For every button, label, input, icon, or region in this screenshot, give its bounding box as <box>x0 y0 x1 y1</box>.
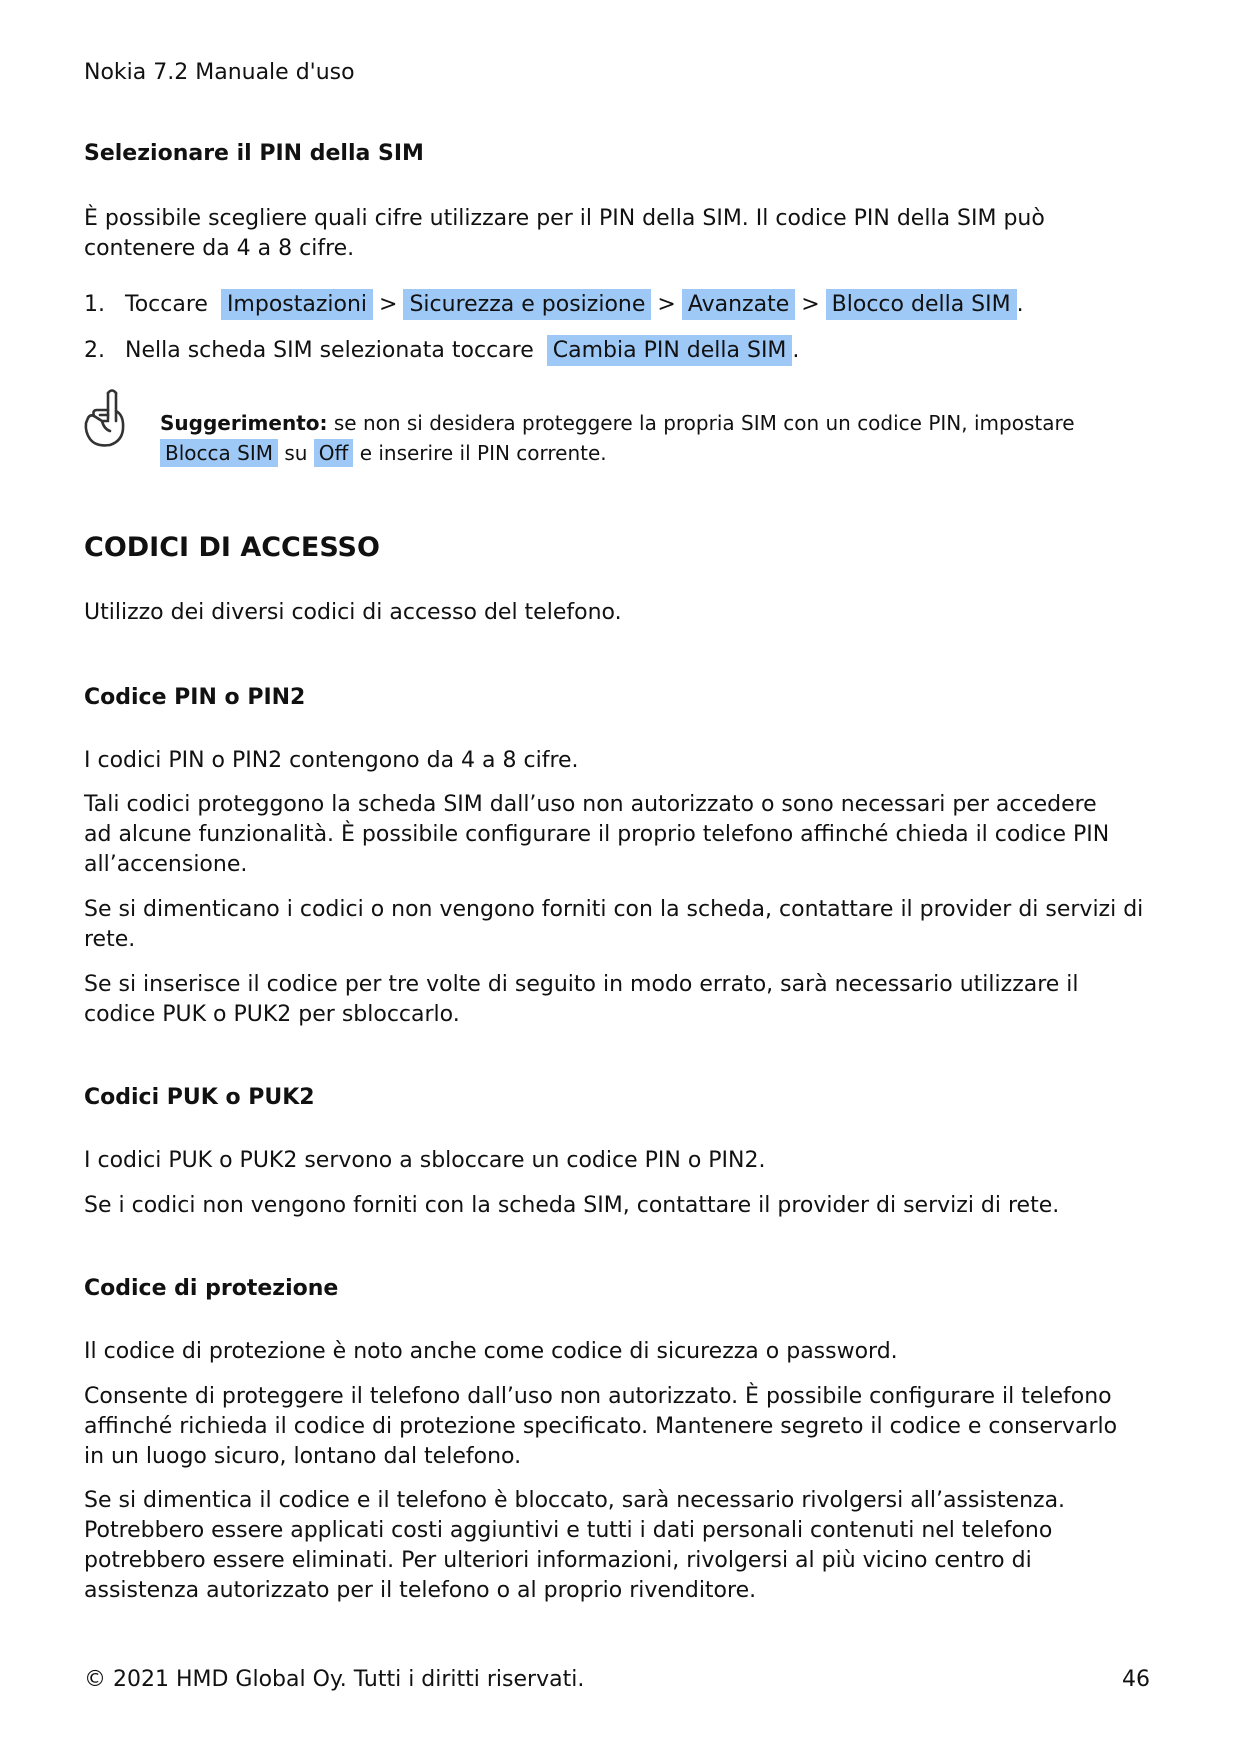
paragraph-pin-2 <box>84 790 1164 880</box>
step-suffix: . <box>792 338 800 363</box>
paragraph-pin-1: I codici PIN o PIN2 contengono da 4 a 8 cifre. <box>84 748 579 773</box>
paragraph-access-intro: Utilizzo dei diversi codici di accesso del telefono. <box>84 600 622 625</box>
document-header: Nokia 7.2 Manuale d'uso <box>84 60 355 85</box>
text-line: all’accensione. <box>84 852 248 877</box>
step-suffix: . <box>1016 292 1024 317</box>
tip-label: Suggerimento: <box>160 411 328 435</box>
paragraph-protection-1: Il codice di protezione è noto anche come codice di sicurezza o password. <box>84 1339 898 1364</box>
text-line: codice PUK o PUK2 per sbloccarlo. <box>84 1002 460 1027</box>
text-line: Potrebbero essere applicati costi aggiuntivi e tutti i dati personali contenuti nel telefono <box>84 1518 1053 1543</box>
tip-text: se non si desidera proteggere la propria SIM con un codice PIN, impostare <box>333 411 1075 435</box>
step-number: 1. <box>84 292 105 317</box>
path-separator: > <box>801 292 820 317</box>
heading-access-codes: CODICI DI ACCESSO <box>84 532 380 563</box>
step-text: Nella scheda SIM selezionata toccare <box>125 338 534 363</box>
tip-line-2 <box>160 439 1160 467</box>
text-line: contenere da 4 a 8 cifre. <box>84 236 355 261</box>
tip-text: e inserire il PIN corrente. <box>359 441 607 465</box>
paragraph-protection-3 <box>84 1486 1164 1606</box>
link-impostazioni[interactable]: Impostazioni <box>221 289 373 320</box>
tip-box <box>160 409 1160 467</box>
paragraph-protection-2 <box>84 1382 1164 1472</box>
heading-puk: Codici PUK o PUK2 <box>84 1085 315 1110</box>
text-line: Se si inserisce il codice per tre volte di seguito in modo errato, sarà necessario utilizzare il <box>84 972 1079 997</box>
text-line: potrebbero essere eliminati. Per ulteriori informazioni, rivolgersi al più vicino centro di <box>84 1548 1032 1573</box>
pointing-hand-icon <box>80 385 130 455</box>
text-line: È possibile scegliere quali cifre utilizzare per il PIN della SIM. Il codice PIN della SIM può <box>84 206 1045 231</box>
step-number: 2. <box>84 338 105 363</box>
tip-line-1 <box>160 409 1160 437</box>
step-1 <box>84 288 1024 322</box>
path-separator: > <box>657 292 676 317</box>
paragraph-pin-4 <box>84 970 1164 1030</box>
text-line: assistenza autorizzato per il telefono o al proprio rivenditore. <box>84 1578 757 1603</box>
link-avanzate[interactable]: Avanzate <box>682 289 795 320</box>
link-blocca-sim[interactable]: Blocca SIM <box>160 439 278 467</box>
link-sicurezza-posizione[interactable]: Sicurezza e posizione <box>403 289 651 320</box>
path-separator: > <box>379 292 398 317</box>
page-number: 46 <box>1122 1667 1150 1692</box>
link-cambia-pin[interactable]: Cambia PIN della SIM <box>547 335 793 366</box>
text-line: Se si dimentica il codice e il telefono è bloccato, sarà necessario rivolgersi all’assistenza. <box>84 1488 1066 1513</box>
paragraph-pin-3 <box>84 895 1164 955</box>
paragraph-puk-1: I codici PUK o PUK2 servono a sbloccare un codice PIN o PIN2. <box>84 1148 766 1173</box>
heading-protection: Codice di protezione <box>84 1276 339 1301</box>
text-line: affinché richieda il codice di protezione specificato. Mantenere segreto il codice e conservarlo <box>84 1414 1118 1439</box>
link-off[interactable]: Off <box>314 439 354 467</box>
step-2 <box>84 334 799 368</box>
step-text: Toccare <box>125 292 208 317</box>
heading-pin: Codice PIN o PIN2 <box>84 685 306 710</box>
text-line: in un luogo sicuro, lontano dal telefono. <box>84 1444 522 1469</box>
text-line: rete. <box>84 927 136 952</box>
text-line: Consente di proteggere il telefono dall’uso non autorizzato. È possibile configurare il telefono <box>84 1384 1112 1409</box>
tip-text: su <box>284 441 308 465</box>
footer-copyright: © 2021 HMD Global Oy. Tutti i diritti riservati. <box>84 1667 585 1692</box>
paragraph-sim-pin-intro <box>84 204 1164 264</box>
heading-sim-pin: Selezionare il PIN della SIM <box>84 141 424 166</box>
paragraph-puk-2: Se i codici non vengono forniti con la scheda SIM, contattare il provider di servizi di rete. <box>84 1193 1060 1218</box>
text-line: Tali codici proteggono la scheda SIM dall’uso non autorizzato o sono necessari per accedere <box>84 792 1097 817</box>
link-blocco-sim[interactable]: Blocco della SIM <box>826 289 1017 320</box>
text-line: Se si dimenticano i codici o non vengono forniti con la scheda, contattare il provider di servizi di <box>84 897 1144 922</box>
text-line: ad alcune funzionalità. È possibile configurare il proprio telefono affinché chieda il codice PIN <box>84 822 1110 847</box>
